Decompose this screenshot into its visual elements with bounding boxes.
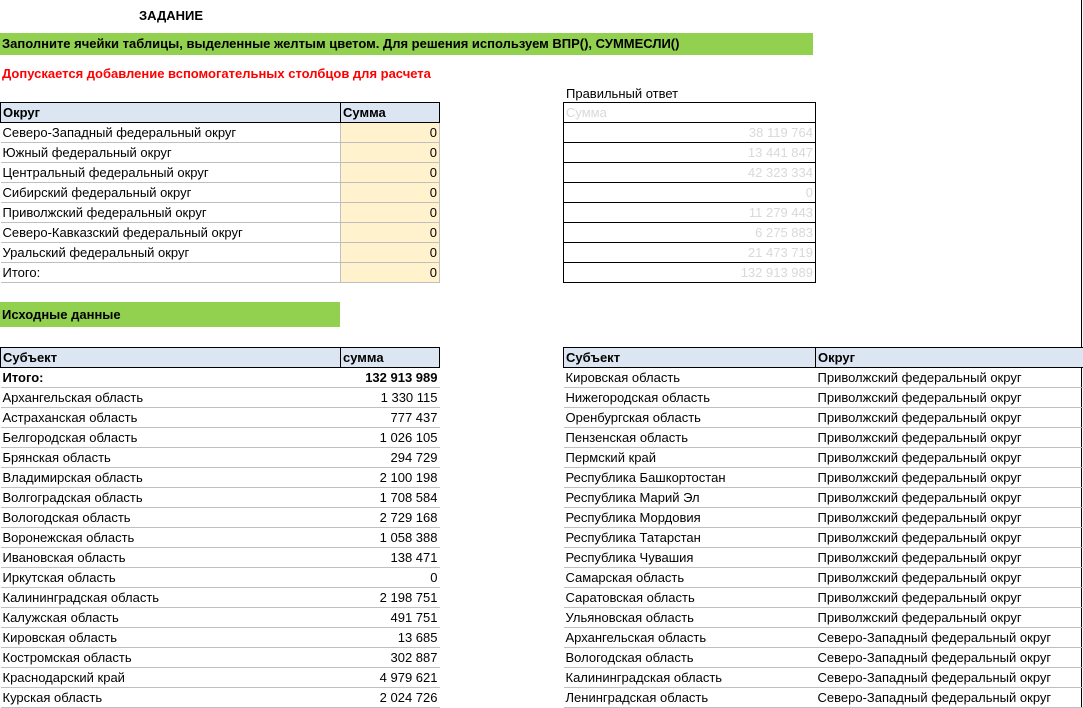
subject-cell[interactable]: Белгородская область bbox=[1, 428, 341, 448]
table-row bbox=[564, 668, 1083, 688]
table-row bbox=[1, 388, 440, 408]
subject-cell[interactable]: Вологодская область bbox=[1, 508, 341, 528]
table-row bbox=[1, 123, 440, 143]
answer-value-cell[interactable]: 11 279 443 bbox=[564, 203, 816, 223]
table-row bbox=[1, 448, 440, 468]
subject-cell[interactable]: Владимирская область bbox=[1, 468, 341, 488]
subject-cell[interactable]: Кировская область bbox=[1, 628, 341, 648]
table-row bbox=[1, 548, 440, 568]
table-row bbox=[564, 408, 1083, 428]
total-label-cell[interactable]: Итого: bbox=[1, 263, 341, 283]
subject-cell[interactable]: Калининградская область bbox=[1, 588, 341, 608]
district-cell[interactable]: Приволжский федеральный округ bbox=[816, 488, 1083, 508]
sum-cell[interactable]: 1 026 105 bbox=[341, 428, 440, 448]
subject-cell[interactable]: Самарская область bbox=[564, 568, 816, 588]
col-header-sum[interactable]: Сумма bbox=[341, 103, 440, 123]
answer-value-cell[interactable]: 6 275 883 bbox=[564, 223, 816, 243]
table-row bbox=[564, 548, 1083, 568]
sum-input-cell[interactable]: 0 bbox=[341, 183, 440, 203]
correct-answer-caption[interactable]: Правильный ответ bbox=[566, 86, 679, 101]
table-row bbox=[1, 163, 440, 183]
table-row bbox=[1, 243, 440, 263]
table-row bbox=[564, 648, 1083, 668]
sum-cell[interactable]: 1 330 115 bbox=[341, 388, 440, 408]
col-header-subject[interactable]: Субъект bbox=[1, 348, 341, 368]
subject-cell[interactable]: Кировская область bbox=[564, 368, 816, 388]
sum-cell[interactable]: 2 729 168 bbox=[341, 508, 440, 528]
sum-cell[interactable]: 2 198 751 bbox=[341, 588, 440, 608]
sum-cell[interactable]: 2 100 198 bbox=[341, 468, 440, 488]
answer-header-cell[interactable]: Сумма bbox=[564, 103, 816, 123]
sum-cell[interactable]: 1 058 388 bbox=[341, 528, 440, 548]
col-header-district[interactable]: Округ bbox=[1, 103, 341, 123]
total-sum-input-cell[interactable]: 0 bbox=[341, 263, 440, 283]
district-cell[interactable]: Приволжский федеральный округ bbox=[816, 408, 1083, 428]
table-row bbox=[1, 588, 440, 608]
table-row bbox=[1, 508, 440, 528]
subject-cell[interactable]: Ивановская область bbox=[1, 548, 341, 568]
subject-cell[interactable]: Калининградская область bbox=[564, 668, 816, 688]
source-table bbox=[0, 347, 440, 708]
sum-cell[interactable]: 777 437 bbox=[341, 408, 440, 428]
sum-input-cell[interactable]: 0 bbox=[341, 123, 440, 143]
total-label-cell[interactable]: Итого: bbox=[1, 368, 341, 388]
table-row bbox=[1, 408, 440, 428]
subject-cell[interactable]: Оренбургская область bbox=[564, 408, 816, 428]
table-row bbox=[1, 528, 440, 548]
sum-cell[interactable]: 1 708 584 bbox=[341, 488, 440, 508]
table-row bbox=[564, 608, 1083, 628]
answer-value-cell[interactable]: 42 323 334 bbox=[564, 163, 816, 183]
district-cell[interactable]: Южный федеральный округ bbox=[1, 143, 341, 163]
answer-value-cell[interactable]: 13 441 847 bbox=[564, 143, 816, 163]
table-row bbox=[1, 468, 440, 488]
table-row bbox=[564, 528, 1083, 548]
subject-cell[interactable]: Иркутская область bbox=[1, 568, 341, 588]
table-row bbox=[1, 608, 440, 628]
table-row bbox=[1, 648, 440, 668]
subject-cell[interactable]: Вологодская область bbox=[564, 648, 816, 668]
answer-table bbox=[563, 102, 816, 283]
table-row bbox=[1, 143, 440, 163]
sum-cell[interactable]: 491 751 bbox=[341, 608, 440, 628]
table-row bbox=[1, 203, 440, 223]
sum-cell[interactable]: 302 887 bbox=[341, 648, 440, 668]
table-row bbox=[564, 428, 1083, 448]
district-cell[interactable]: Приволжский федеральный округ bbox=[816, 368, 1083, 388]
table-row bbox=[564, 368, 1083, 388]
district-cell[interactable]: Северо-Западный федеральный округ bbox=[1, 123, 341, 143]
answer-value-cell[interactable]: 132 913 989 bbox=[564, 263, 816, 283]
district-cell[interactable]: Северо-Кавказский федеральный округ bbox=[1, 223, 341, 243]
district-cell[interactable]: Северо-Западный федеральный округ bbox=[816, 688, 1083, 708]
table-row bbox=[1, 688, 440, 708]
sum-cell[interactable]: 4 979 621 bbox=[341, 668, 440, 688]
total-value-cell[interactable]: 132 913 989 bbox=[341, 368, 440, 388]
total-row bbox=[1, 368, 440, 388]
task-title: ЗАДАНИЕ bbox=[139, 8, 204, 23]
sum-input-cell[interactable]: 0 bbox=[341, 143, 440, 163]
table-row bbox=[1, 263, 440, 283]
district-cell[interactable]: Приволжский федеральный округ bbox=[816, 468, 1083, 488]
col-header-district[interactable]: Округ bbox=[816, 348, 1083, 368]
district-cell[interactable]: Приволжский федеральный округ bbox=[816, 528, 1083, 548]
subject-cell[interactable]: Калужская область bbox=[1, 608, 341, 628]
subject-cell[interactable]: Ульяновская область bbox=[564, 608, 816, 628]
district-cell[interactable]: Северо-Западный федеральный округ bbox=[816, 668, 1083, 688]
answer-value-cell[interactable]: 0 bbox=[564, 183, 816, 203]
source-data-banner[interactable]: Исходные данные bbox=[0, 302, 340, 327]
subject-cell[interactable]: Республика Башкортостан bbox=[564, 468, 816, 488]
col-header-sum[interactable]: сумма bbox=[341, 348, 440, 368]
table-row bbox=[564, 568, 1083, 588]
district-cell[interactable]: Приволжский федеральный округ bbox=[816, 548, 1083, 568]
subject-cell[interactable]: Краснодарский край bbox=[1, 668, 341, 688]
table-row bbox=[1, 668, 440, 688]
subject-cell[interactable]: Астраханская область bbox=[1, 408, 341, 428]
sum-cell[interactable]: 0 bbox=[341, 568, 440, 588]
mapping-table bbox=[563, 347, 1083, 708]
table-row bbox=[1, 488, 440, 508]
subject-cell[interactable]: Архангельская область bbox=[1, 388, 341, 408]
table-row bbox=[564, 388, 1083, 408]
subject-cell[interactable]: Волгоградская область bbox=[1, 488, 341, 508]
task-table bbox=[0, 102, 440, 283]
table-row bbox=[564, 628, 1083, 648]
col-header-subject[interactable]: Субъект bbox=[564, 348, 816, 368]
table-row bbox=[564, 508, 1083, 528]
sum-cell[interactable]: 294 729 bbox=[341, 448, 440, 468]
subject-cell[interactable]: Курская область bbox=[1, 688, 341, 708]
subject-cell[interactable]: Республика Мордовия bbox=[564, 508, 816, 528]
answer-value-cell[interactable]: 38 119 764 bbox=[564, 123, 816, 143]
table-row bbox=[564, 488, 1083, 508]
subject-cell[interactable]: Саратовская область bbox=[564, 588, 816, 608]
subject-cell[interactable]: Брянская область bbox=[1, 448, 341, 468]
table-row bbox=[564, 588, 1083, 608]
district-cell[interactable]: Приволжский федеральный округ bbox=[816, 388, 1083, 408]
subject-cell[interactable]: Нижегородская область bbox=[564, 388, 816, 408]
district-cell[interactable]: Приволжский федеральный округ bbox=[816, 608, 1083, 628]
sum-input-cell[interactable]: 0 bbox=[341, 163, 440, 183]
district-cell[interactable]: Уральский федеральный округ bbox=[1, 243, 341, 263]
district-cell[interactable]: Северо-Западный федеральный округ bbox=[816, 628, 1083, 648]
task-instruction-banner[interactable]: Заполните ячейки таблицы, выделенные желтым цветом. Для решения используем ВПР(), СУММЕСЛИ() bbox=[0, 33, 813, 55]
district-cell[interactable]: Приволжский федеральный округ bbox=[1, 203, 341, 223]
sum-input-cell[interactable]: 0 bbox=[341, 243, 440, 263]
sum-cell[interactable]: 2 024 726 bbox=[341, 688, 440, 708]
subject-cell[interactable]: Пензенская область bbox=[564, 428, 816, 448]
table-row bbox=[1, 428, 440, 448]
subject-cell[interactable]: Ленинградская область bbox=[564, 688, 816, 708]
district-cell[interactable]: Приволжский федеральный округ bbox=[816, 588, 1083, 608]
district-cell[interactable]: Северо-Западный федеральный округ bbox=[816, 648, 1083, 668]
sum-cell[interactable]: 138 471 bbox=[341, 548, 440, 568]
district-cell[interactable]: Приволжский федеральный округ bbox=[816, 428, 1083, 448]
subject-cell[interactable]: Республика Чувашия bbox=[564, 548, 816, 568]
sum-input-cell[interactable]: 0 bbox=[341, 203, 440, 223]
district-cell[interactable]: Приволжский федеральный округ bbox=[816, 568, 1083, 588]
district-cell[interactable]: Центральный федеральный округ bbox=[1, 163, 341, 183]
district-cell[interactable]: Приволжский федеральный округ bbox=[816, 508, 1083, 528]
table-row bbox=[564, 468, 1083, 488]
subject-cell[interactable]: Воронежская область bbox=[1, 528, 341, 548]
table-row bbox=[564, 688, 1083, 708]
answer-value-cell[interactable]: 21 473 719 bbox=[564, 243, 816, 263]
table-row bbox=[1, 628, 440, 648]
table-row bbox=[1, 568, 440, 588]
subject-cell[interactable]: Республика Марий Эл bbox=[564, 488, 816, 508]
helper-columns-note[interactable]: Допускается добавление вспомогательных столбцов для расчета bbox=[2, 66, 431, 81]
sum-input-cell[interactable]: 0 bbox=[341, 223, 440, 243]
district-cell[interactable]: Приволжский федеральный округ bbox=[816, 448, 1083, 468]
subject-cell[interactable]: Республика Татарстан bbox=[564, 528, 816, 548]
subject-cell[interactable]: Пермский край bbox=[564, 448, 816, 468]
table-row bbox=[1, 223, 440, 243]
subject-cell[interactable]: Костромская область bbox=[1, 648, 341, 668]
sum-cell[interactable]: 13 685 bbox=[341, 628, 440, 648]
subject-cell[interactable]: Архангельская область bbox=[564, 628, 816, 648]
district-cell[interactable]: Сибирский федеральный округ bbox=[1, 183, 341, 203]
table-row bbox=[1, 183, 440, 203]
table-row bbox=[564, 448, 1083, 468]
